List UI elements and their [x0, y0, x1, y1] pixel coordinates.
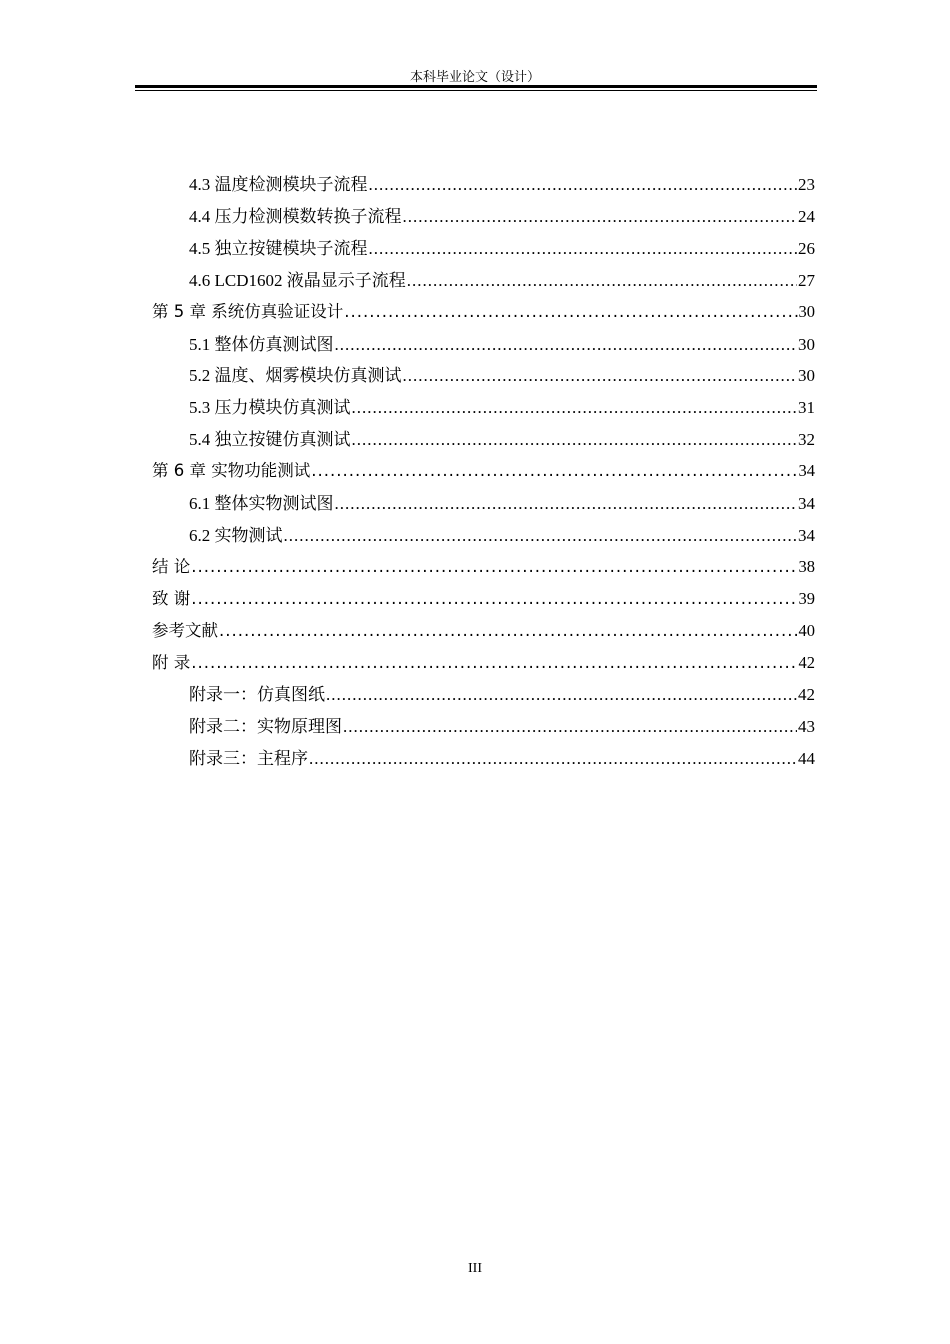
toc-entry-page: 34	[798, 526, 815, 545]
toc-entry-label: 附录二：实物原理图	[189, 717, 342, 736]
page-number: III	[468, 1261, 482, 1276]
toc-entry[interactable]	[189, 489, 815, 521]
toc-leader-dots	[369, 175, 798, 195]
toc-entry[interactable]	[189, 393, 815, 425]
header-rule	[135, 85, 817, 88]
toc-entry-label: 附录一：仿真图纸	[189, 685, 325, 704]
toc-entry-label: 4.6 LCD1602 液晶显示子流程	[189, 271, 406, 290]
toc-entry[interactable]	[152, 457, 815, 489]
toc-entry-label: 5.3 压力模块仿真测试	[189, 398, 351, 417]
toc-entry-page: 23	[798, 175, 815, 194]
toc-entry-page: 42	[798, 685, 815, 704]
toc-entry-label: 4.3 温度检测模块子流程	[189, 175, 368, 194]
toc-entry-label: 4.4 压力检测模数转换子流程	[189, 207, 402, 226]
toc-entry-label: 6.2 实物测试	[189, 526, 283, 545]
toc-entry[interactable]	[189, 266, 815, 298]
toc-leader-dots	[191, 589, 797, 608]
toc-entry-label: 5.1 整体仿真测试图	[189, 335, 334, 354]
toc-entry-page: 27	[798, 271, 815, 290]
header-rule-thin	[135, 90, 817, 91]
toc-entry[interactable]	[152, 617, 815, 649]
toc-entry-page: 38	[798, 557, 815, 576]
toc-entry-page: 30	[798, 366, 815, 385]
toc-entry-page: 30	[798, 335, 815, 354]
toc-entry-page: 26	[798, 239, 815, 258]
toc-entry[interactable]	[152, 649, 815, 681]
toc-entry-label: 附 录	[152, 653, 191, 672]
toc-leader-dots	[311, 461, 797, 480]
toc-leader-dots	[309, 749, 797, 769]
toc-entry[interactable]	[152, 298, 815, 330]
toc-entry-label: 第 5 章 系统仿真验证设计	[152, 302, 344, 321]
toc-leader-dots	[219, 621, 798, 640]
toc-leader-dots	[191, 653, 797, 672]
toc-entry-label: 6.1 整体实物测试图	[189, 494, 334, 513]
toc-entry-page: 43	[798, 717, 815, 736]
toc-entry[interactable]	[189, 202, 815, 234]
toc-entry[interactable]	[189, 680, 815, 712]
toc-entry[interactable]	[189, 170, 815, 202]
toc-leader-dots	[403, 207, 798, 227]
toc-entry-page: 34	[798, 461, 815, 480]
toc-entry-page: 42	[798, 653, 815, 672]
toc-entry[interactable]	[152, 585, 815, 617]
toc-entry-label: 参考文献	[152, 621, 218, 640]
toc-entry-label: 第 6 章 实物功能测试	[152, 461, 311, 480]
toc-entry[interactable]	[189, 234, 815, 266]
toc-leader-dots	[352, 430, 798, 450]
toc-leader-dots	[284, 526, 798, 546]
toc-entry-page: 32	[798, 430, 815, 449]
toc-entry[interactable]	[189, 425, 815, 457]
toc-leader-dots	[403, 366, 798, 386]
toc-entry[interactable]	[189, 521, 815, 553]
toc-leader-dots	[344, 302, 797, 321]
toc-leader-dots	[343, 717, 797, 737]
toc-entry-label: 5.2 温度、烟雾模块仿真测试	[189, 366, 402, 385]
toc-leader-dots	[191, 557, 797, 576]
toc-entry-page: 40	[798, 621, 815, 640]
toc-entry[interactable]	[189, 744, 815, 776]
toc-entry-page: 31	[798, 398, 815, 417]
toc-entry-page: 44	[798, 749, 815, 768]
toc-entry-label: 结 论	[152, 557, 191, 576]
toc-entry[interactable]	[189, 330, 815, 362]
toc-entry-label: 5.4 独立按键仿真测试	[189, 430, 351, 449]
toc-entry-label: 致 谢	[152, 589, 191, 608]
toc-leader-dots	[335, 335, 798, 355]
toc-entry[interactable]	[189, 712, 815, 744]
toc-entry-page: 34	[798, 494, 815, 513]
toc-entry[interactable]	[189, 361, 815, 393]
toc-entry-label: 4.5 独立按键模块子流程	[189, 239, 368, 258]
toc-entry[interactable]	[152, 553, 815, 585]
toc-entry-page: 24	[798, 207, 815, 226]
toc-leader-dots	[352, 398, 798, 418]
toc-entry-label: 附录三：主程序	[189, 749, 308, 768]
toc-leader-dots	[407, 271, 797, 291]
toc-entry-page: 30	[798, 302, 815, 321]
toc-leader-dots	[369, 239, 798, 259]
toc-entry-page: 39	[798, 589, 815, 608]
toc-leader-dots	[326, 685, 797, 705]
toc-leader-dots	[335, 494, 798, 514]
header-title: 本科毕业论文（设计）	[409, 69, 540, 84]
